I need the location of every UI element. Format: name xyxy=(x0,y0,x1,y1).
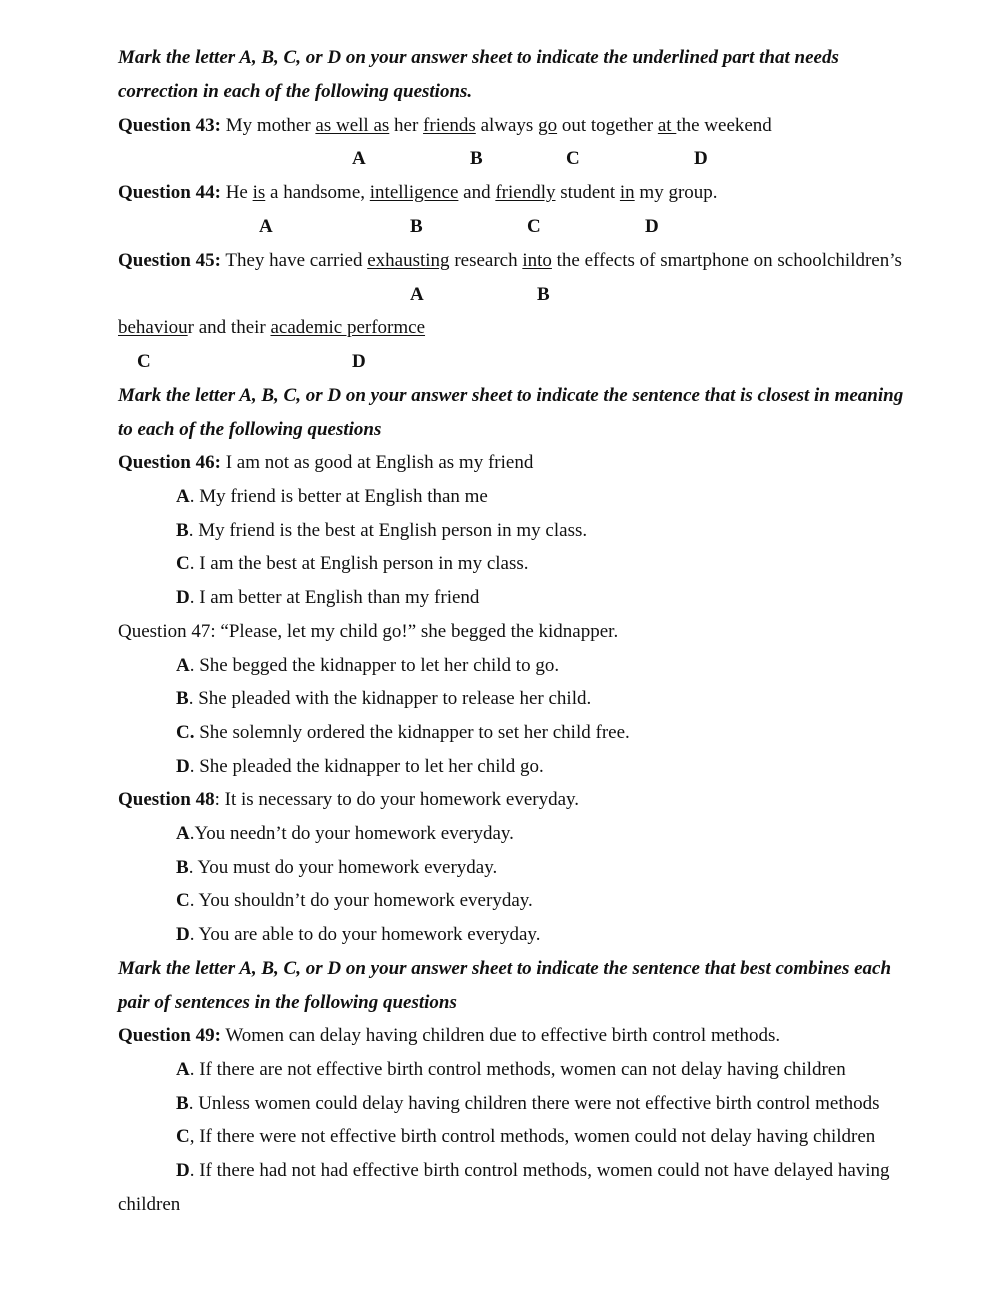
question-46: Question 46: I am not as good at English as my friend xyxy=(118,452,534,473)
q45-letter-d: D xyxy=(352,351,366,372)
q43-letter-a: A xyxy=(352,148,366,169)
section2-instruction-line2: to each of the following questions xyxy=(118,419,382,440)
q49-option-b: B. Unless women could delay having children there were not effective birth control methods xyxy=(176,1093,880,1114)
section1-instruction-line1: Mark the letter A, B, C, or D on your answer sheet to indicate the underlined part that needs xyxy=(118,47,839,68)
q44-underline-c: friendly xyxy=(495,182,556,203)
q44-letter-a: A xyxy=(259,216,273,237)
q45-letter-b: B xyxy=(537,284,550,305)
q47-option-b: B. She pleaded with the kidnapper to release her child. xyxy=(176,688,592,709)
q43-letter-b: B xyxy=(470,148,483,169)
q46-option-c: C. I am the best at English person in my class. xyxy=(176,553,529,574)
question-46-label: Question 46: xyxy=(118,452,221,473)
q45-underline-b: into xyxy=(522,250,552,271)
q45-letter-c: C xyxy=(137,351,151,372)
q43-letter-c: C xyxy=(566,148,580,169)
question-45-continued: behaviour and their academic performce xyxy=(118,317,426,338)
question-44-label: Question 44: xyxy=(118,182,221,203)
q48-option-b: B. You must do your homework everyday. xyxy=(176,857,498,878)
question-45: Question 45: They have carried exhausting research into the effects of smartphone on schoolchildren’s xyxy=(118,250,902,271)
q48-option-a: A.You needn’t do your homework everyday. xyxy=(176,823,514,844)
q47-option-c: C. She solemnly ordered the kidnapper to set her child free. xyxy=(176,722,630,743)
section3-instruction-line2: pair of sentences in the following questions xyxy=(118,992,457,1013)
section1-instruction-line2: correction in each of the following questions. xyxy=(118,81,473,102)
q48-option-c: C. You shouldn’t do your homework everyday. xyxy=(176,890,533,911)
q46-option-b: B. My friend is the best at English person in my class. xyxy=(176,520,588,541)
q49-option-c: C, If there were not effective birth control methods, women could not delay having children xyxy=(176,1126,876,1147)
q45-letter-a: A xyxy=(410,284,424,305)
q44-letter-d: D xyxy=(645,216,659,237)
q44-letter-c: C xyxy=(527,216,541,237)
q45-underline-c: behaviou xyxy=(118,317,188,338)
q43-underline-b: friends xyxy=(423,115,476,136)
q43-underline-d: at xyxy=(657,115,677,136)
q43-underline-c: go xyxy=(538,115,558,136)
question-45-label: Question 45: xyxy=(118,250,221,271)
question-48: Question 48: It is necessary to do your homework everyday. xyxy=(118,789,580,810)
question-44: Question 44: He is a handsome, intelligence and friendly student in my group. xyxy=(118,182,718,203)
question-47: Question 47: “Please, let my child go!” she begged the kidnapper. xyxy=(118,621,619,642)
q46-option-d: D. I am better at English than my friend xyxy=(176,587,480,608)
q45-underline-d: academic performce xyxy=(270,317,426,338)
question-43-label: Question 43: xyxy=(118,115,221,136)
question-49: Question 49: Women can delay having children due to effective birth control methods. xyxy=(118,1025,781,1046)
q44-underline-b: intelligence xyxy=(369,182,459,203)
question-49-label: Question 49: xyxy=(118,1025,221,1046)
section2-instruction-line1: Mark the letter A, B, C, or D on your answer sheet to indicate the sentence that is closest in meaning xyxy=(118,385,904,406)
q47-option-a: A. She begged the kidnapper to let her child to go. xyxy=(176,655,560,676)
question-43: Question 43: My mother as well as her friends always go out together at the weekend xyxy=(118,115,772,136)
question-48-label: Question 48 xyxy=(118,789,215,810)
q43-letter-d: D xyxy=(694,148,708,169)
q44-underline-d: in xyxy=(619,182,635,203)
q49-option-d: D. If there had not had effective birth control methods, women could not have delayed having xyxy=(176,1160,890,1181)
q44-letter-b: B xyxy=(410,216,423,237)
q43-underline-a: as well as xyxy=(315,115,390,136)
section3-instruction-line1: Mark the letter A, B, C, or D on your answer sheet to indicate the sentence that best combines each xyxy=(118,958,892,979)
q45-underline-a: exhausting xyxy=(367,250,450,271)
q48-option-d: D. You are able to do your homework everyday. xyxy=(176,924,541,945)
q44-underline-a: is xyxy=(252,182,266,203)
q49-option-d-continued: children xyxy=(118,1194,181,1215)
q47-option-d: D. She pleaded the kidnapper to let her child go. xyxy=(176,756,544,777)
q49-option-a: A. If there are not effective birth control methods, women can not delay having children xyxy=(176,1059,846,1080)
q46-option-a: A. My friend is better at English than me xyxy=(176,486,488,507)
